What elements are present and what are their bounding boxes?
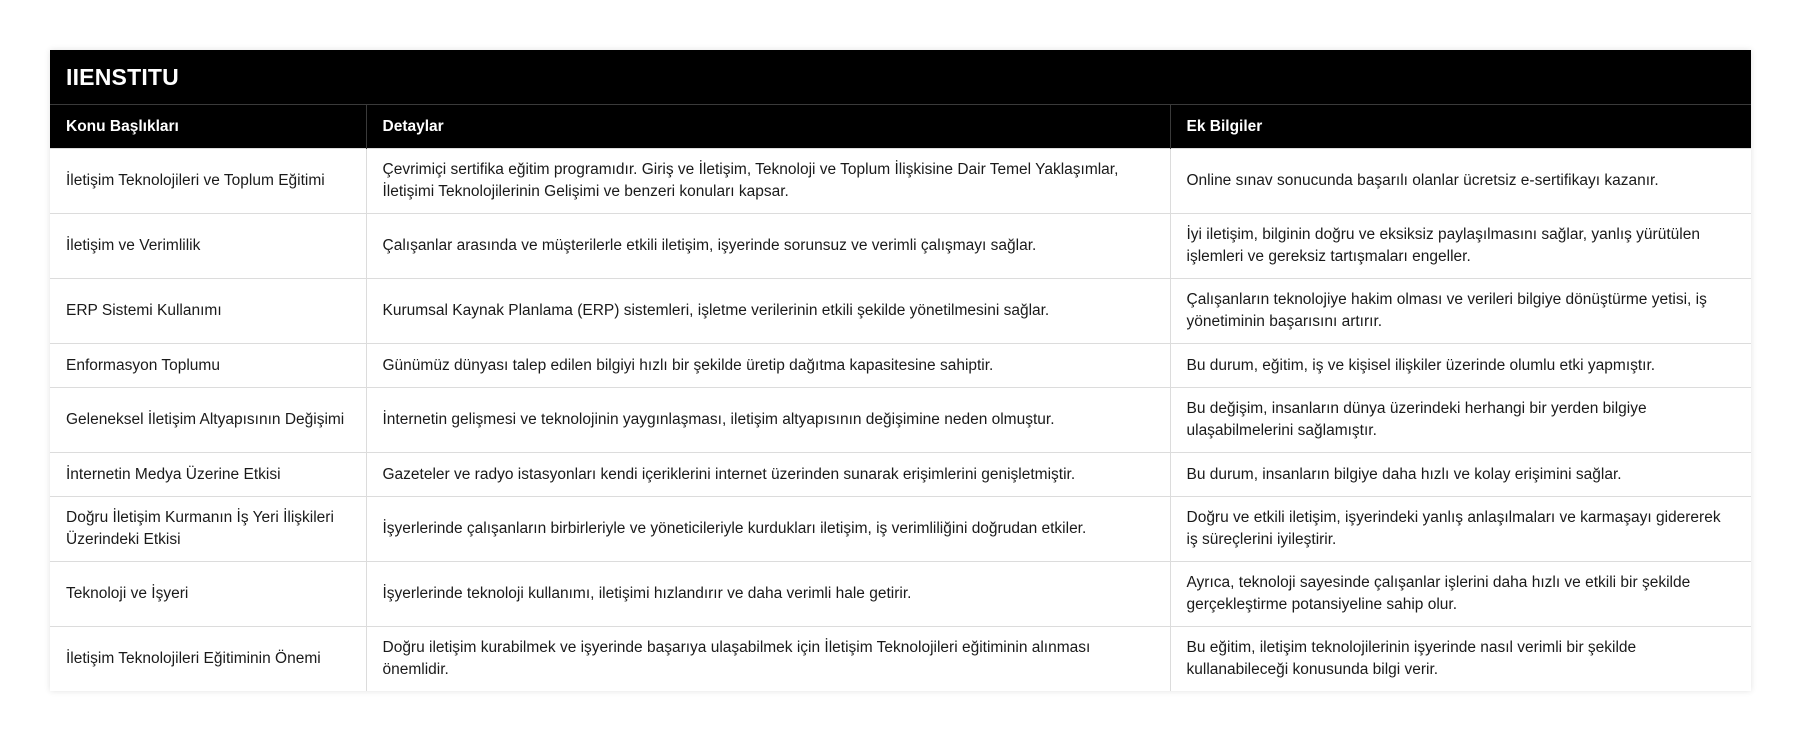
- cell-topic: Enformasyon Toplumu: [50, 344, 366, 388]
- cell-topic: ERP Sistemi Kullanımı: [50, 279, 366, 344]
- cell-details: Gazeteler ve radyo istasyonları kendi içeriklerini internet üzerinden sunarak erişimlerini genişletmiştir.: [366, 453, 1170, 497]
- cell-extra-info: Bu değişim, insanların dünya üzerindeki herhangi bir yerden bilgiye ulaşabilmelerini sağlamıştır.: [1170, 388, 1751, 453]
- brand-title: IIENSTITU: [50, 50, 1751, 104]
- cell-extra-info: Ayrıca, teknoloji sayesinde çalışanlar işlerini daha hızlı ve etkili bir şekilde gerçekleştirme potansiyeline sahip olur.: [1170, 562, 1751, 627]
- cell-topic: İnternetin Medya Üzerine Etkisi: [50, 453, 366, 497]
- cell-extra-info: Bu eğitim, iletişim teknolojilerinin işyerinde nasıl verimli bir şekilde kullanabileceği konusunda bilgi verir.: [1170, 627, 1751, 692]
- cell-details: İşyerlerinde çalışanların birbirleriyle ve yöneticileriyle kurdukları iletişim, iş verimliliğini doğrudan etkiler.: [366, 497, 1170, 562]
- cell-topic: Geleneksel İletişim Altyapısının Değişimi: [50, 388, 366, 453]
- cell-extra-info: Bu durum, eğitim, iş ve kişisel ilişkiler üzerinde olumlu etki yapmıştır.: [1170, 344, 1751, 388]
- cell-details: İnternetin gelişmesi ve teknolojinin yaygınlaşması, iletişim altyapısının değişimine neden olmuştur.: [366, 388, 1170, 453]
- topics-table: [50, 104, 1751, 691]
- cell-extra-info: Doğru ve etkili iletişim, işyerindeki yanlış anlaşılmaları ve karmaşayı gidererek iş süreçlerini iyileştirir.: [1170, 497, 1751, 562]
- cell-topic: Doğru İletişim Kurmanın İş Yeri İlişkileri Üzerindeki Etkisi: [50, 497, 366, 562]
- table-row: [50, 388, 1751, 453]
- table-header-row: [50, 105, 1751, 149]
- table-row: [50, 344, 1751, 388]
- table-row: [50, 214, 1751, 279]
- cell-topic: İletişim Teknolojileri ve Toplum Eğitimi: [50, 149, 366, 214]
- cell-extra-info: Bu durum, insanların bilgiye daha hızlı ve kolay erişimini sağlar.: [1170, 453, 1751, 497]
- cell-details: Doğru iletişim kurabilmek ve işyerinde başarıya ulaşabilmek için İletişim Teknolojileri eğitiminin alınması önemlidir.: [366, 627, 1170, 692]
- cell-topic: İletişim ve Verimlilik: [50, 214, 366, 279]
- cell-extra-info: İyi iletişim, bilginin doğru ve eksiksiz paylaşılmasını sağlar, yanlış yürütülen işlemleri ve gereksiz tartışmaları engeller.: [1170, 214, 1751, 279]
- table-row: [50, 627, 1751, 692]
- cell-topic: Teknoloji ve İşyeri: [50, 562, 366, 627]
- column-header-topics: Konu Başlıkları: [50, 105, 366, 149]
- table-row: [50, 497, 1751, 562]
- cell-details: Çalışanlar arasında ve müşterilerle etkili iletişim, işyerinde sorunsuz ve verimli çalışmayı sağlar.: [366, 214, 1170, 279]
- cell-topic: İletişim Teknolojileri Eğitiminin Önemi: [50, 627, 366, 692]
- cell-details: Kurumsal Kaynak Planlama (ERP) sistemleri, işletme verilerinin etkili şekilde yönetilmesini sağlar.: [366, 279, 1170, 344]
- table-row: [50, 279, 1751, 344]
- table-row: [50, 562, 1751, 627]
- table-row: [50, 453, 1751, 497]
- content-table-card: [50, 50, 1751, 691]
- cell-details: Çevrimiçi sertifika eğitim programıdır. Giriş ve İletişim, Teknoloji ve Toplum İlişkisine Dair Temel Yaklaşımlar, İletişimi Teknolojilerinin Gelişimi ve benzeri konuları kapsar.: [366, 149, 1170, 214]
- column-header-details: Detaylar: [366, 105, 1170, 149]
- cell-extra-info: Çalışanların teknolojiye hakim olması ve verileri bilgiye dönüştürme yetisi, iş yönetiminin başarısını artırır.: [1170, 279, 1751, 344]
- cell-details: İşyerlerinde teknoloji kullanımı, iletişimi hızlandırır ve daha verimli hale getirir.: [366, 562, 1170, 627]
- cell-extra-info: Online sınav sonucunda başarılı olanlar ücretsiz e-sertifikayı kazanır.: [1170, 149, 1751, 214]
- table-row: [50, 149, 1751, 214]
- cell-details: Günümüz dünyası talep edilen bilgiyi hızlı bir şekilde üretip dağıtma kapasitesine sahiptir.: [366, 344, 1170, 388]
- column-header-extra-info: Ek Bilgiler: [1170, 105, 1751, 149]
